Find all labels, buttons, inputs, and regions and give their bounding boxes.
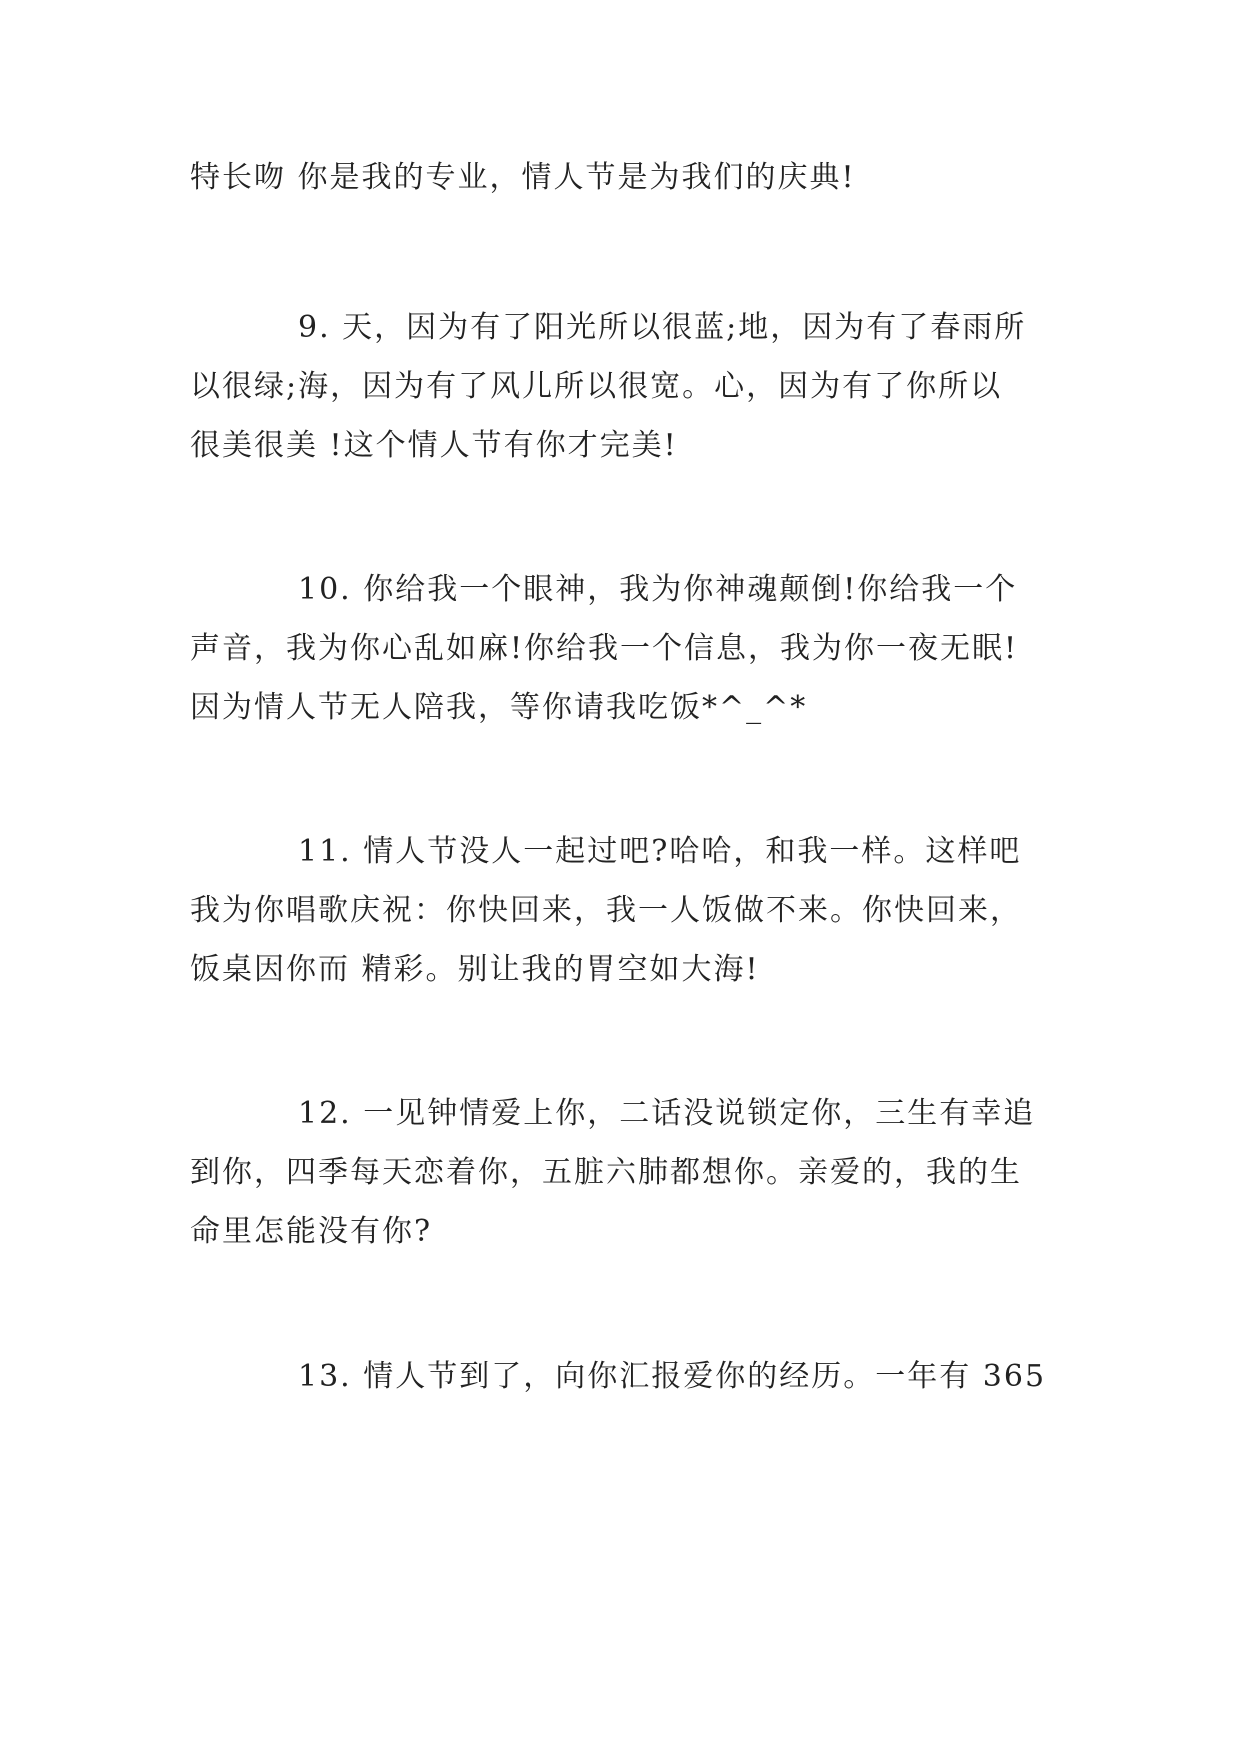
paragraph-line: 9. 天，因为有了阳光所以很蓝;地，因为有了春雨所 [298, 310, 1027, 345]
paragraph-line: 很美很美 !这个情人节有你才完美! [190, 428, 678, 463]
continuation-paragraph [190, 148, 1050, 207]
paragraph-line: 饭桌因你而 精彩。别让我的胃空如大海! [190, 952, 760, 987]
paragraph-line: 10. 你给我一个眼神，我为你神魂颠倒!你给我一个 [298, 572, 1018, 607]
paragraph-line: 11. 情人节没人一起过吧?哈哈，和我一样。这样吧 [298, 834, 1022, 869]
paragraph-line: 13. 情人节到了，向你汇报爱你的经历。一年有 365 [298, 1359, 1047, 1394]
paragraph-12 [190, 1084, 1050, 1261]
paragraph-10 [190, 560, 1050, 737]
paragraph-9 [190, 298, 1050, 475]
paragraph-line: 因为情人节无人陪我，等你请我吃饭*^_^* [190, 690, 808, 725]
paragraph-13 [190, 1347, 1050, 1406]
paragraph-line: 12. 一见钟情爱上你，二话没说锁定你，三生有幸追 [298, 1096, 1036, 1131]
paragraph-line: 到你，四季每天恋着你，五脏六肺都想你。亲爱的，我的生 [190, 1155, 1022, 1190]
paragraph-line: 以很绿;海，因为有了风儿所以很宽。心，因为有了你所以 [190, 369, 1003, 404]
paragraph-line: 命里怎能没有你? [190, 1214, 433, 1249]
paragraph-line: 我为你唱歌庆祝：你快回来，我一人饭做不来。你快回来， [190, 893, 1022, 928]
paragraph-line: 声音，我为你心乱如麻!你给我一个信息，我为你一夜无眠! [190, 631, 1019, 666]
paragraph-11 [190, 822, 1050, 999]
paragraph-line: 特长吻 你是我的专业，情人节是为我们的庆典! [190, 160, 856, 195]
